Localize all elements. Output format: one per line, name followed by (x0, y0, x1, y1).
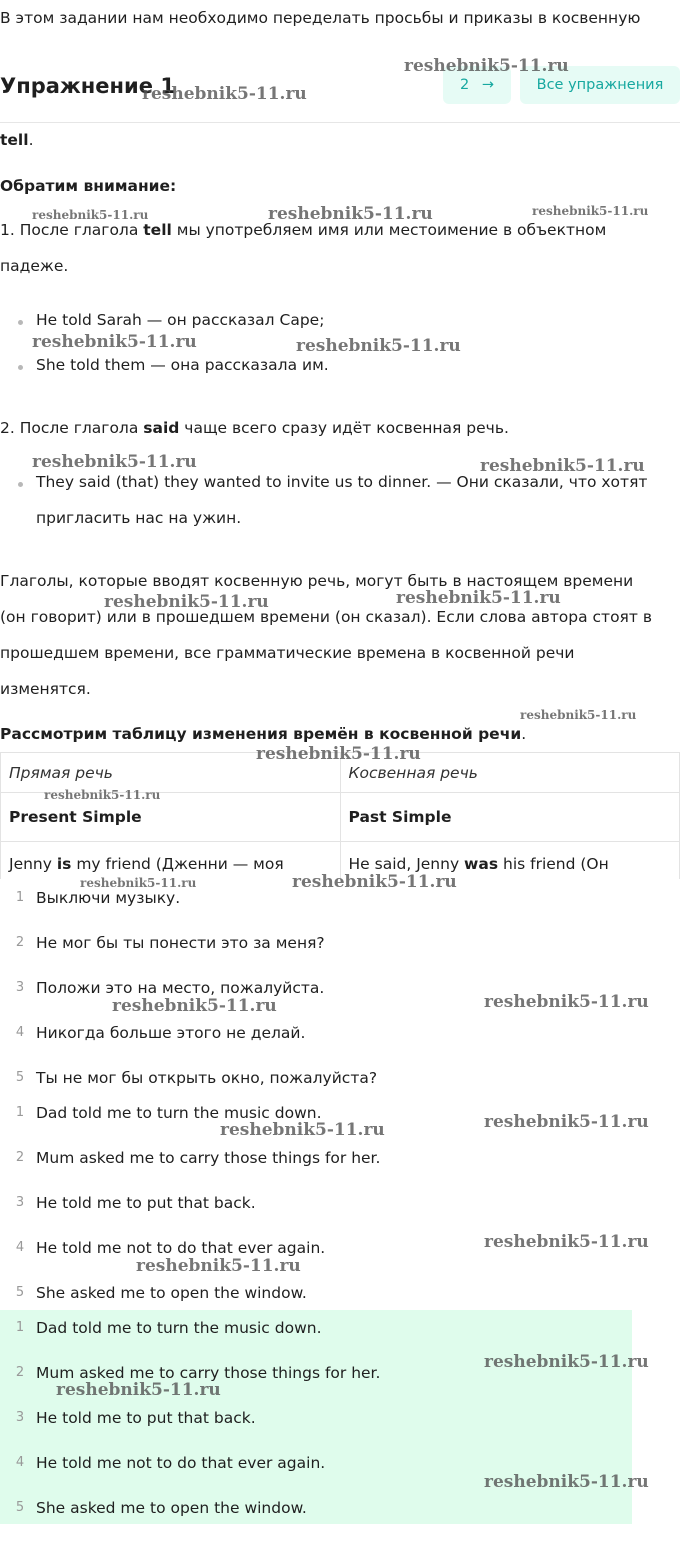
watermark: reshebnik5-11.ru (484, 992, 649, 1012)
table-cell-direct-tense: Present Simple (1, 793, 341, 842)
watermark: reshebnik5-11.ru (532, 204, 649, 218)
all-exercises-button[interactable]: Все упражнения (520, 66, 680, 104)
watermark: reshebnik5-11.ru (136, 1256, 301, 1276)
bullet-icon (18, 320, 23, 325)
watermark: reshebnik5-11.ru (292, 872, 457, 892)
task-item: Положи это на место, пожалуйста. (36, 979, 325, 997)
rule-2 (0, 418, 509, 438)
watermark: reshebnik5-11.ru (256, 744, 421, 764)
bullet-icon (18, 482, 23, 487)
watermark: reshebnik5-11.ru (480, 456, 645, 476)
answer-item: He told me to put that back. (36, 1194, 256, 1212)
rule-1 (0, 220, 606, 240)
rule-2-word: said (143, 419, 180, 437)
rule-1-suffix: мы употребляем имя или местоимение в объектном (171, 221, 607, 239)
answer-item: He told me not to do that ever again. (36, 1239, 326, 1257)
rule-2-example-line-1: They said (that) they wanted to invite us to dinner. — Они сказали, что хотят (36, 473, 648, 491)
table-header-indirect: Косвенная речь (340, 753, 680, 793)
table-intro (0, 724, 526, 744)
intro-text: В этом задании нам необходимо переделать просьбы и приказы в косвенную (0, 9, 641, 27)
watermark: reshebnik5-11.ru (80, 876, 197, 890)
answer-item: Dad told me to turn the music down. (36, 1319, 322, 1337)
answer-number: 3 (15, 1195, 25, 1210)
answer-item: Mum asked me to carry those things for her. (36, 1364, 381, 1382)
task-item: Никогда больше этого не делай. (36, 1024, 306, 1042)
watermark: reshebnik5-11.ru (32, 452, 197, 472)
watermark: reshebnik5-11.ru (104, 592, 269, 612)
task-number: 4 (15, 1025, 25, 1040)
page-title: Упражнение 1 (0, 74, 175, 98)
watermark: reshebnik5-11.ru (484, 1112, 649, 1132)
watermark: reshebnik5-11.ru (44, 788, 161, 802)
rule-2-suffix: чаще всего сразу идёт косвенная речь. (179, 419, 509, 437)
text: was (464, 855, 499, 873)
task-number: 2 (15, 935, 25, 950)
answer-number: 4 (15, 1455, 25, 1470)
rule-2-prefix: 2. После глагола (0, 419, 144, 437)
tell-word: tell (0, 131, 29, 149)
text: his friend (Он (498, 855, 609, 873)
watermark: reshebnik5-11.ru (520, 708, 637, 722)
watermark: reshebnik5-11.ru (220, 1120, 385, 1140)
watermark: reshebnik5-11.ru (404, 56, 569, 76)
answer-item: He told me not to do that ever again. (36, 1454, 326, 1472)
bullet-icon (18, 365, 23, 370)
table-cell-direct-example (1, 842, 341, 880)
watermark: reshebnik5-11.ru (484, 1232, 649, 1252)
watermark: reshebnik5-11.ru (32, 332, 197, 352)
rule-1-example-2: She told them — она рассказала им. (36, 356, 329, 374)
rule-2-example-line-2: пригласить нас на ужин. (36, 509, 242, 527)
watermark: reshebnik5-11.ru (112, 996, 277, 1016)
task-number: 3 (15, 980, 25, 995)
task-item: Ты не мог бы открыть окно, пожалуйста? (36, 1069, 378, 1087)
table-cell-indirect-tense: Past Simple (340, 793, 680, 842)
paragraph-line-1: Глаголы, которые вводят косвенную речь, могут быть в настоящем времени (0, 572, 634, 590)
answer-number: 2 (15, 1150, 25, 1165)
watermark: reshebnik5-11.ru (296, 336, 461, 356)
answer-number: 5 (15, 1285, 25, 1300)
text: my friend (Дженни — моя (71, 855, 284, 873)
paragraph-line-2: (он говорит) или в прошедшем времени (он сказал). Если слова автора стоят в (0, 608, 652, 626)
answer-item: She asked me to open the window. (36, 1284, 307, 1302)
task-item: Выключи музыку. (36, 889, 181, 907)
task-number: 5 (15, 1070, 25, 1085)
attention-heading: Обратим внимание: (0, 177, 177, 195)
tense-table (0, 752, 680, 879)
answer-item: Mum asked me to carry those things for her. (36, 1149, 381, 1167)
watermark: reshebnik5-11.ru (56, 1380, 221, 1400)
rule-1-prefix: 1. После глагола (0, 221, 144, 239)
watermark: reshebnik5-11.ru (32, 208, 149, 222)
next-exercise-number: 2 (460, 77, 470, 93)
answer-item: Dad told me to turn the music down. (36, 1104, 322, 1122)
answer-number: 3 (15, 1410, 25, 1425)
tell-line (0, 130, 34, 150)
text: Jenny (9, 855, 57, 873)
answer-item: She asked me to open the window. (36, 1499, 307, 1517)
task-number: 1 (15, 890, 25, 905)
table-cell-indirect-example (340, 842, 680, 880)
table-intro-text: Рассмотрим таблицу изменения времён в косвенной речи (0, 725, 522, 743)
watermark: reshebnik5-11.ru (484, 1472, 649, 1492)
watermark: reshebnik5-11.ru (142, 84, 307, 104)
rule-1-continuation: падеже. (0, 257, 69, 275)
watermark: reshebnik5-11.ru (268, 204, 433, 224)
text: He said, Jenny (348, 855, 465, 873)
task-item: Не мог бы ты понести это за меня? (36, 934, 325, 952)
next-exercise-button[interactable] (443, 66, 511, 104)
watermark: reshebnik5-11.ru (484, 1352, 649, 1372)
text: is (56, 855, 72, 873)
answer-number: 1 (15, 1105, 25, 1120)
header-divider (0, 122, 680, 123)
answer-item: He told me to put that back. (36, 1409, 256, 1427)
answer-number: 1 (15, 1320, 25, 1335)
paragraph-line-4: изменятся. (0, 680, 91, 698)
table-header-direct: Прямая речь (1, 753, 341, 793)
rule-1-example-1: He told Sarah — он рассказал Саре; (36, 311, 325, 329)
table-intro-dot: . (521, 725, 527, 743)
answer-number: 2 (15, 1365, 25, 1380)
rule-1-word: tell (143, 221, 172, 239)
paragraph-line-3: прошедшем времени, все грамматические времена в косвенной речи (0, 644, 575, 662)
watermark: reshebnik5-11.ru (396, 588, 561, 608)
answer-number: 5 (15, 1500, 25, 1515)
answer-number: 4 (15, 1240, 25, 1255)
arrow-right-icon: → (481, 77, 494, 93)
tell-dot: . (28, 131, 34, 149)
